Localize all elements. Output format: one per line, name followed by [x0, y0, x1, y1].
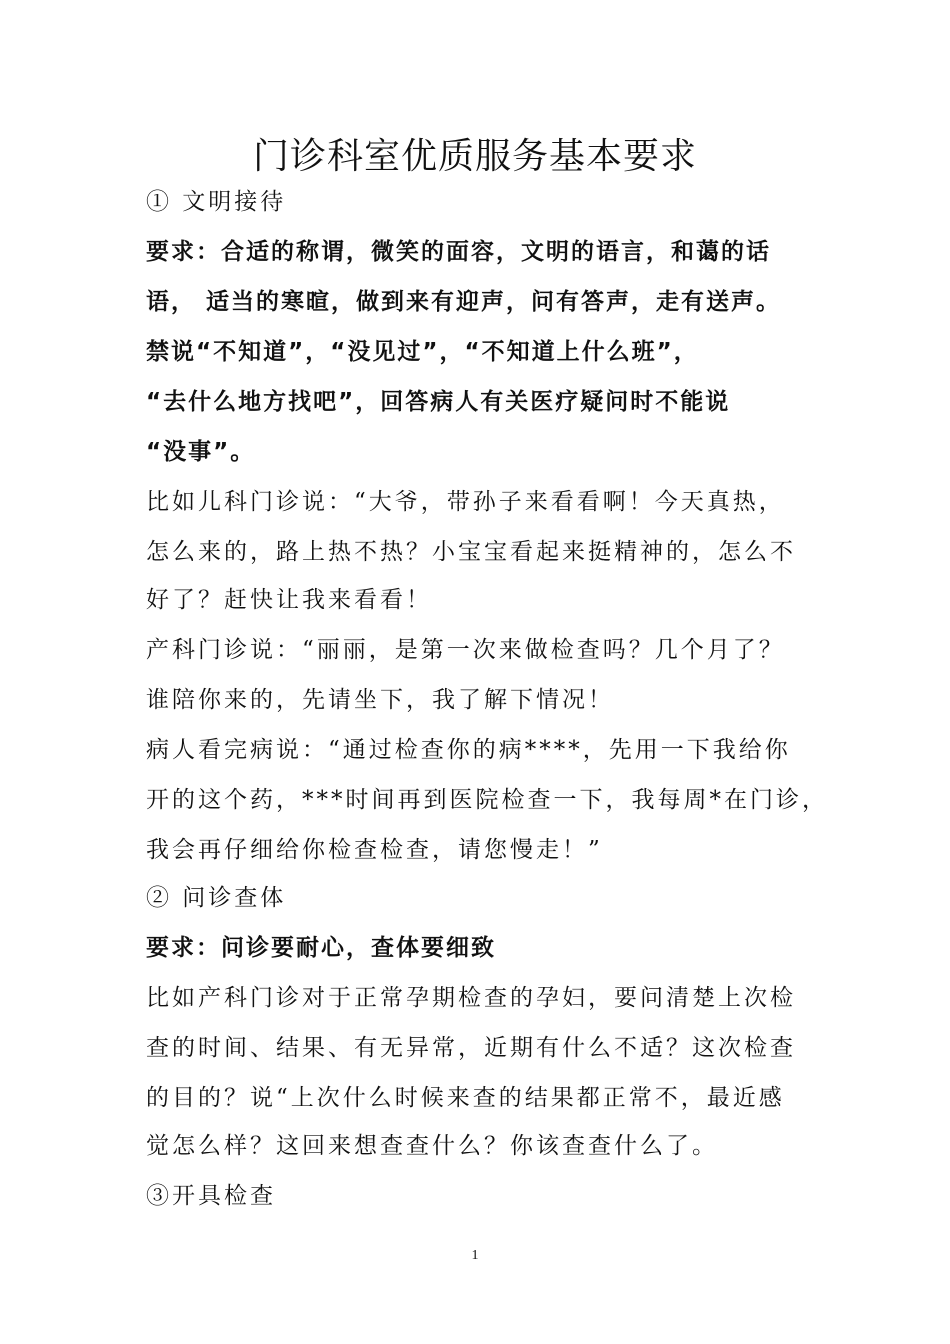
section-heading-3: ③开具检查 — [146, 1183, 276, 1209]
example-line: 开的这个药，***时间再到医院检查一下，我每周*在门诊， — [146, 787, 828, 813]
example-line: 病人看完病说：“通过检查你的病****，先用一下我给你 — [146, 737, 791, 763]
example-line: 查的时间、结果、有无异常，近期有什么不适？这次检查 — [146, 1035, 796, 1061]
page-number: 1 — [471, 1248, 479, 1263]
section-heading-1: ① 文明接待 — [146, 189, 287, 215]
section-heading-2: ② 问诊查体 — [146, 885, 287, 911]
requirement-line: “去什么地方找吧”，回答病人有关医疗疑问时不能说 — [146, 389, 731, 415]
example-line: 觉怎么样？这回来想查查什么？你该查查什么了。 — [146, 1133, 718, 1159]
requirement-line: 禁说“不知道”，“没见过”，“不知道上什么班”， — [146, 339, 699, 365]
example-line: 比如产科门诊对于正常孕期检查的孕妇，要问清楚上次检 — [146, 985, 796, 1011]
example-line: 比如儿科门诊说：“大爷，带孙子来看看啊！今天真热， — [146, 489, 785, 515]
example-line: 怎么来的，路上热不热？小宝宝看起来挺精神的，怎么不 — [146, 539, 796, 565]
requirement-line: 要求：问诊要耐心，查体要细致 — [146, 935, 496, 961]
requirement-line: “没事”。 — [146, 439, 256, 465]
example-line: 好了？赶快让我来看看！ — [146, 587, 432, 613]
requirement-line: 语， 适当的寒暄，做到来有迎声，问有答声，走有送声。 — [146, 289, 782, 315]
example-line: 产科门诊说：“丽丽，是第一次来做检查吗？几个月了？ — [146, 637, 785, 663]
page-title: 门诊科室优质服务基本要求 — [252, 136, 697, 177]
example-line: 谁陪你来的，先请坐下，我了解下情况！ — [146, 687, 614, 713]
example-line: 我会再仔细给你检查检查，请您慢走！” — [146, 837, 603, 863]
example-line: 的目的？说“上次什么时候来查的结果都正常不，最近感 — [146, 1085, 785, 1111]
requirement-line: 要求：合适的称谓，微笑的面容，文明的语言，和蔼的话 — [146, 239, 771, 265]
